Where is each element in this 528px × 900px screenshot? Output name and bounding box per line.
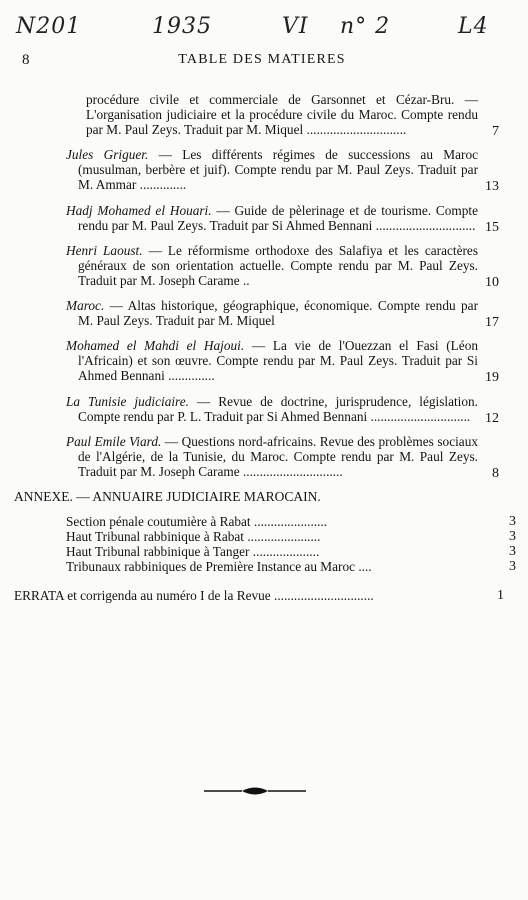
ornament-divider: [200, 784, 310, 798]
errata-line: [14, 588, 514, 604]
toc-entry-page: 12: [485, 410, 499, 426]
page-title: TABLE DES MATIERES: [178, 52, 346, 67]
toc-entry-page: 8: [492, 465, 499, 481]
toc-entry-text: [66, 434, 478, 479]
toc-entry: [14, 434, 519, 479]
toc-entry-page: 10: [485, 274, 499, 290]
toc-entry-text: [66, 338, 478, 383]
toc-entry-description: — Revue de doctrine, jurisprudence, législation. Compte rendu par P. L. Traduit par Si Ahmed Bennani ..............................: [78, 393, 478, 424]
handwritten-annotations: [0, 8, 528, 48]
toc-entry-description: — La vie de l'Ouezzan el Fasi (Léon l'Africain) et son œuvre. Compte rendu par M. Paul Zeys. Traduit par Si Ahmed Bennani ..............: [78, 338, 478, 384]
annexe-row-label: Haut Tribunal rabbinique à Rabat ......................: [66, 529, 321, 545]
toc-entry-text: procédure civile et commerciale de Garsonnet et Cézar-Bru. — L'organisation judiciaire et la procédure civile du Maroc. Compte rendu par M. Paul Zeys. Traduit par M. Miquel ..............................: [86, 92, 478, 138]
toc-entry-page: 13: [485, 179, 499, 195]
toc-entry: [14, 203, 519, 233]
toc-entry-page: 19: [485, 370, 499, 386]
toc-entry-page: 17: [485, 315, 499, 331]
toc-entry-description: — Guide de pèlerinage et de tourisme. Compte rendu par M. Paul Zeys. Traduit par Si Ahmed Bennani ..............................: [78, 202, 478, 233]
toc-entry-author: Henri Laoust.: [66, 242, 143, 258]
toc-entry: [14, 338, 519, 386]
annexe-row-label: Haut Tribunal rabbinique à Tanger ....................: [66, 544, 320, 560]
toc-entry-page: 7: [492, 124, 499, 140]
errata-page: 1: [497, 588, 504, 604]
annexe-row-page: 3: [509, 544, 516, 560]
annexe-row-label: Section pénale coutumière à Rabat ......................: [66, 514, 328, 530]
page-number: 8: [22, 52, 30, 68]
annexe-row-page: 3: [509, 514, 516, 530]
toc-entry: [14, 394, 519, 424]
handwritten-ref: N201: [16, 14, 82, 39]
toc-entry: [14, 243, 519, 288]
toc-entry-description: — Le réformisme orthodoxe des Salafiya et les caractères généraux de son orientation actuelle. Compte rendu par M. Paul Zeys. Traduit par M. Joseph Carame ..: [78, 242, 478, 288]
toc-entry-description: — Les différents régimes de successions au Maroc (musulman, berbère et juif). Compte rendu par M. Paul Zeys. Traduit par M. Ammar ..............: [78, 147, 478, 193]
ornament-center: [242, 788, 268, 795]
toc-entry-author: Paul Emile Viard.: [66, 433, 162, 449]
handwritten-year: 1935: [152, 14, 212, 39]
annexe-row-page: 3: [509, 529, 516, 545]
toc-entry-text: [66, 203, 478, 233]
annexe-row: [66, 529, 516, 545]
toc-entry-text: [66, 298, 478, 328]
toc-entry-text: [66, 243, 478, 288]
toc-entry-description: — Questions nord-africains. Revue des problèmes sociaux de l'Algérie, de la Tunisie, du Maroc. Compte rendu par M. Paul Zeys. Traduit par M. Joseph Carame ..............................: [78, 433, 478, 479]
toc-entry: [14, 92, 519, 140]
annexe-row: [66, 514, 516, 530]
toc-entry-text: [66, 147, 478, 192]
handwritten-issue: n° 2: [340, 14, 391, 39]
toc-entry-text: [66, 394, 478, 424]
annexe-row-label: Tribunaux rabbiniques de Première Instance au Maroc ....: [66, 559, 372, 575]
toc-entry-author: Jules Griguer.: [66, 147, 149, 163]
annexe-row-page: 3: [509, 559, 516, 575]
toc-entry: [14, 147, 519, 195]
table-of-contents: [14, 92, 519, 604]
annexe-row: [66, 544, 516, 560]
toc-entry-author: Maroc.: [66, 298, 105, 314]
toc-entry: [14, 298, 519, 331]
toc-entry-author: Hadj Mohamed el Houari.: [66, 202, 212, 218]
toc-entry-author: Mohamed el Mahdi el Hajoui.: [66, 338, 245, 354]
errata-label: ERRATA et corrigenda au numéro I de la Revue ..............................: [14, 588, 374, 604]
toc-entry-author: La Tunisie judiciaire.: [66, 393, 189, 409]
handwritten-code: L4: [458, 14, 489, 39]
toc-entry-page: 15: [485, 219, 499, 235]
toc-entry-description: — Altas historique, géographique, économique. Compte rendu par M. Paul Zeys. Traduit par M. Miquel: [78, 298, 478, 329]
handwritten-volume: VI: [282, 14, 309, 39]
annexe-row: [66, 559, 516, 575]
annexe-heading: ANNEXE. — ANNUAIRE JUDICIAIRE MAROCAIN.: [14, 488, 321, 504]
